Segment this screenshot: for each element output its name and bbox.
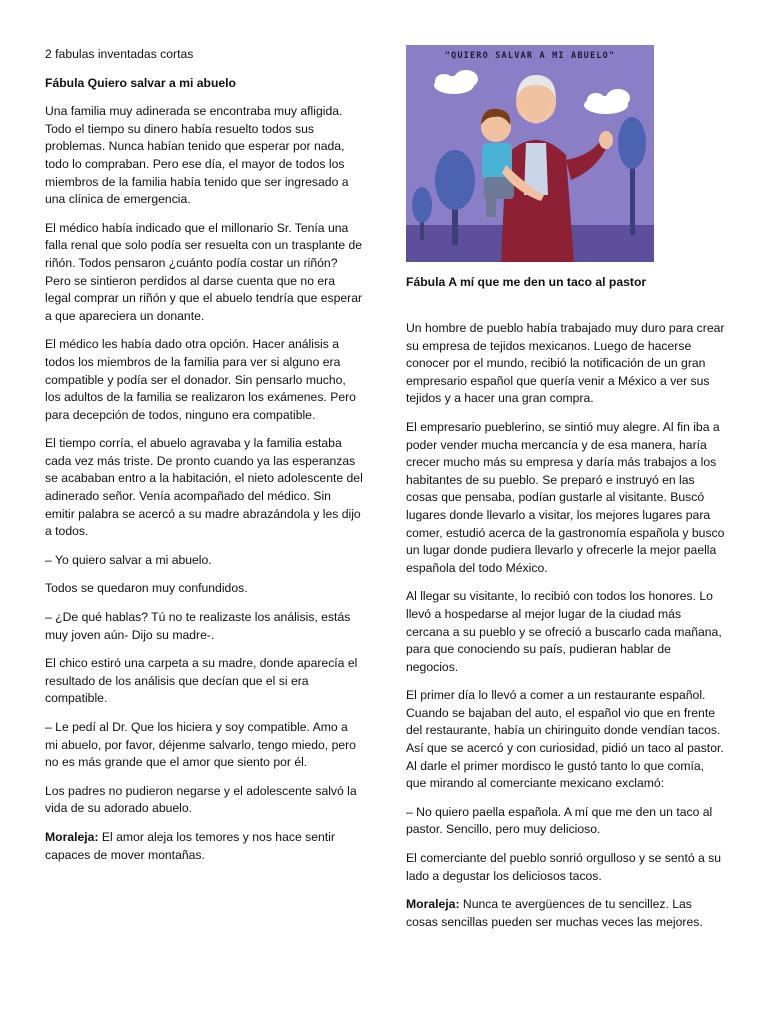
fable-2-paragraph: – No quiero paella española. A mí que me den un taco al pastor. Sencillo, pero muy delicioso. xyxy=(406,804,713,837)
fable-illustration xyxy=(406,45,654,262)
moral-text: Nunca te avergüences de tu sencillez. Las cosas sencillas pueden ser muchas veces las mejores. xyxy=(406,897,703,929)
fable-1-paragraph: Todos se quedaron muy confundidos. xyxy=(45,581,248,596)
fable-1-paragraph: El tiempo corría, el abuelo agravaba y la familia estaba cada vez más triste. De pronto cuando ya las esperanzas se acababan entro a la habitación, el nieto adolescente del adinerado señor. Venía acompañado del médico. Sin emitir palabra se acercó a su madre abrazándola y les dijo a todos. xyxy=(45,436,363,539)
fable-1-title: Fábula Quiero salvar a mi abuelo xyxy=(45,75,237,90)
fable-1-paragraph: Una familia muy adinerada se encontraba muy afligida. Todo el tiempo su dinero había resuelto todos sus problemas. Nunca habían tenido que esperar por nada, todo lo compraban. Pero ese día, el mayor de todos los miembros de la familia había tenido que ser ingresado a una clínica de emergencia. xyxy=(45,104,349,207)
fable-1-paragraph: – Le pedí al Dr. Que los hiciera y soy compatible. Amo a mi abuelo, por favor, déjenme salvarlo, tengo miedo, pero no es más grande que el amor que siento por él. xyxy=(45,720,356,770)
fable-1-moral xyxy=(45,829,363,864)
fable-2-moral xyxy=(406,896,726,931)
fable-2-paragraph: Al llegar su visitante, lo recibió con todos los honores. Lo llevó a hospedarse al mejor lugar de la ciudad más cercana a su pueblo y se ofreció a buscarlo cada mañana, para que conociendo su país, pudieran hablar de negocios. xyxy=(406,589,722,674)
fable-2-title: Fábula A mí que me den un taco al pastor xyxy=(406,275,647,289)
fable-2-paragraph: Un hombre de pueblo había trabajado muy duro para crear su empresa de tejidos mexicanos. Luego de hacerse conocer por el mundo, recibió la notificación de un gran empresario español que quería venir a México a ver sus tejidos y a hacer una gran compra. xyxy=(406,321,725,406)
moral-text: El amor aleja los temores y nos hace sentir capaces de mover montañas. xyxy=(45,829,335,862)
fable-1-paragraph: El chico estiró una carpeta a su madre, donde aparecía el resultado de los análisis que decían que el si era compatible. xyxy=(45,656,358,706)
fable-1-paragraph: El médico les había dado otra opción. Hacer análisis a todos los miembros de la familia para ver si alguno era compatible y podía ser el donador. Sin pensarlo mucho, los adultos de la familia se realizaron los exámenes. Pero para decepción de todos, ninguno era compatible. xyxy=(45,337,356,422)
moral-label: Moraleja: xyxy=(406,897,460,912)
fable-1-paragraph: El médico había indicado que el millonario Sr. Tenía una falla renal que solo podía ser resuelta con un trasplante de riñón. Todos pensaron ¿cuánto podía costar un riñón? Pero se sintieron perdidos al darse cuenta que no era legal comprar un riñón y que el abuelo tendría que esperar a que apareciera un donante. xyxy=(45,220,363,323)
right-column xyxy=(406,320,726,942)
fable-2-paragraph: El empresario pueblerino, se sintió muy alegre. Al fin iba a poder vender mucha mercancía y de esa manera, haría crecer mucho más su empresa y daría más trabajos a los habitantes de su pueblo. Se preparó e instruyó en las cosas que pensaba, podían gustarle al visitante. Buscó lugares donde llevarlo a visitar, los mejores lugares para comer, estudió acerca de la gastronomía española y busco un lugar donde pudiera llevarlo y ofrecerle la mejor paella española del todo México. xyxy=(406,419,725,575)
fable-2-paragraph: El primer día lo llevó a comer a un restaurante español. Cuando se bajaban del auto, el español vio que en frente del restaurante, había un chiringuito donde vendían tacos. Así que se acercó y con curiosidad, pidió un taco al pastor. Al darle el primer mordisco le gustó tanto lo que comía, que mirando al comerciante mexicano exclamó: xyxy=(406,688,724,791)
fable-1-paragraph: – Yo quiero salvar a mi abuelo. xyxy=(45,552,212,567)
fable-1-paragraph: – ¿De qué hablas? Tú no te realizaste los análisis, estás muy joven aún- Dijo su madre-. xyxy=(45,610,351,642)
fable-2-paragraph: El comerciante del pueblo sonrió orgulloso y se sentó a su lado a degustar los deliciosos tacos. xyxy=(406,851,722,883)
moral-label: Moraleja: xyxy=(45,829,99,844)
illustration-caption: "QUIERO SALVAR A MI ABUELO" xyxy=(444,51,616,61)
left-column xyxy=(45,46,363,875)
document-title: 2 fabulas inventadas cortas xyxy=(45,47,194,61)
fable-1-paragraph: Los padres no pudieron negarse y el adolescente salvó la vida de su adorado abuelo. xyxy=(45,783,357,816)
grandfather-and-grandson-illustration xyxy=(406,45,654,262)
